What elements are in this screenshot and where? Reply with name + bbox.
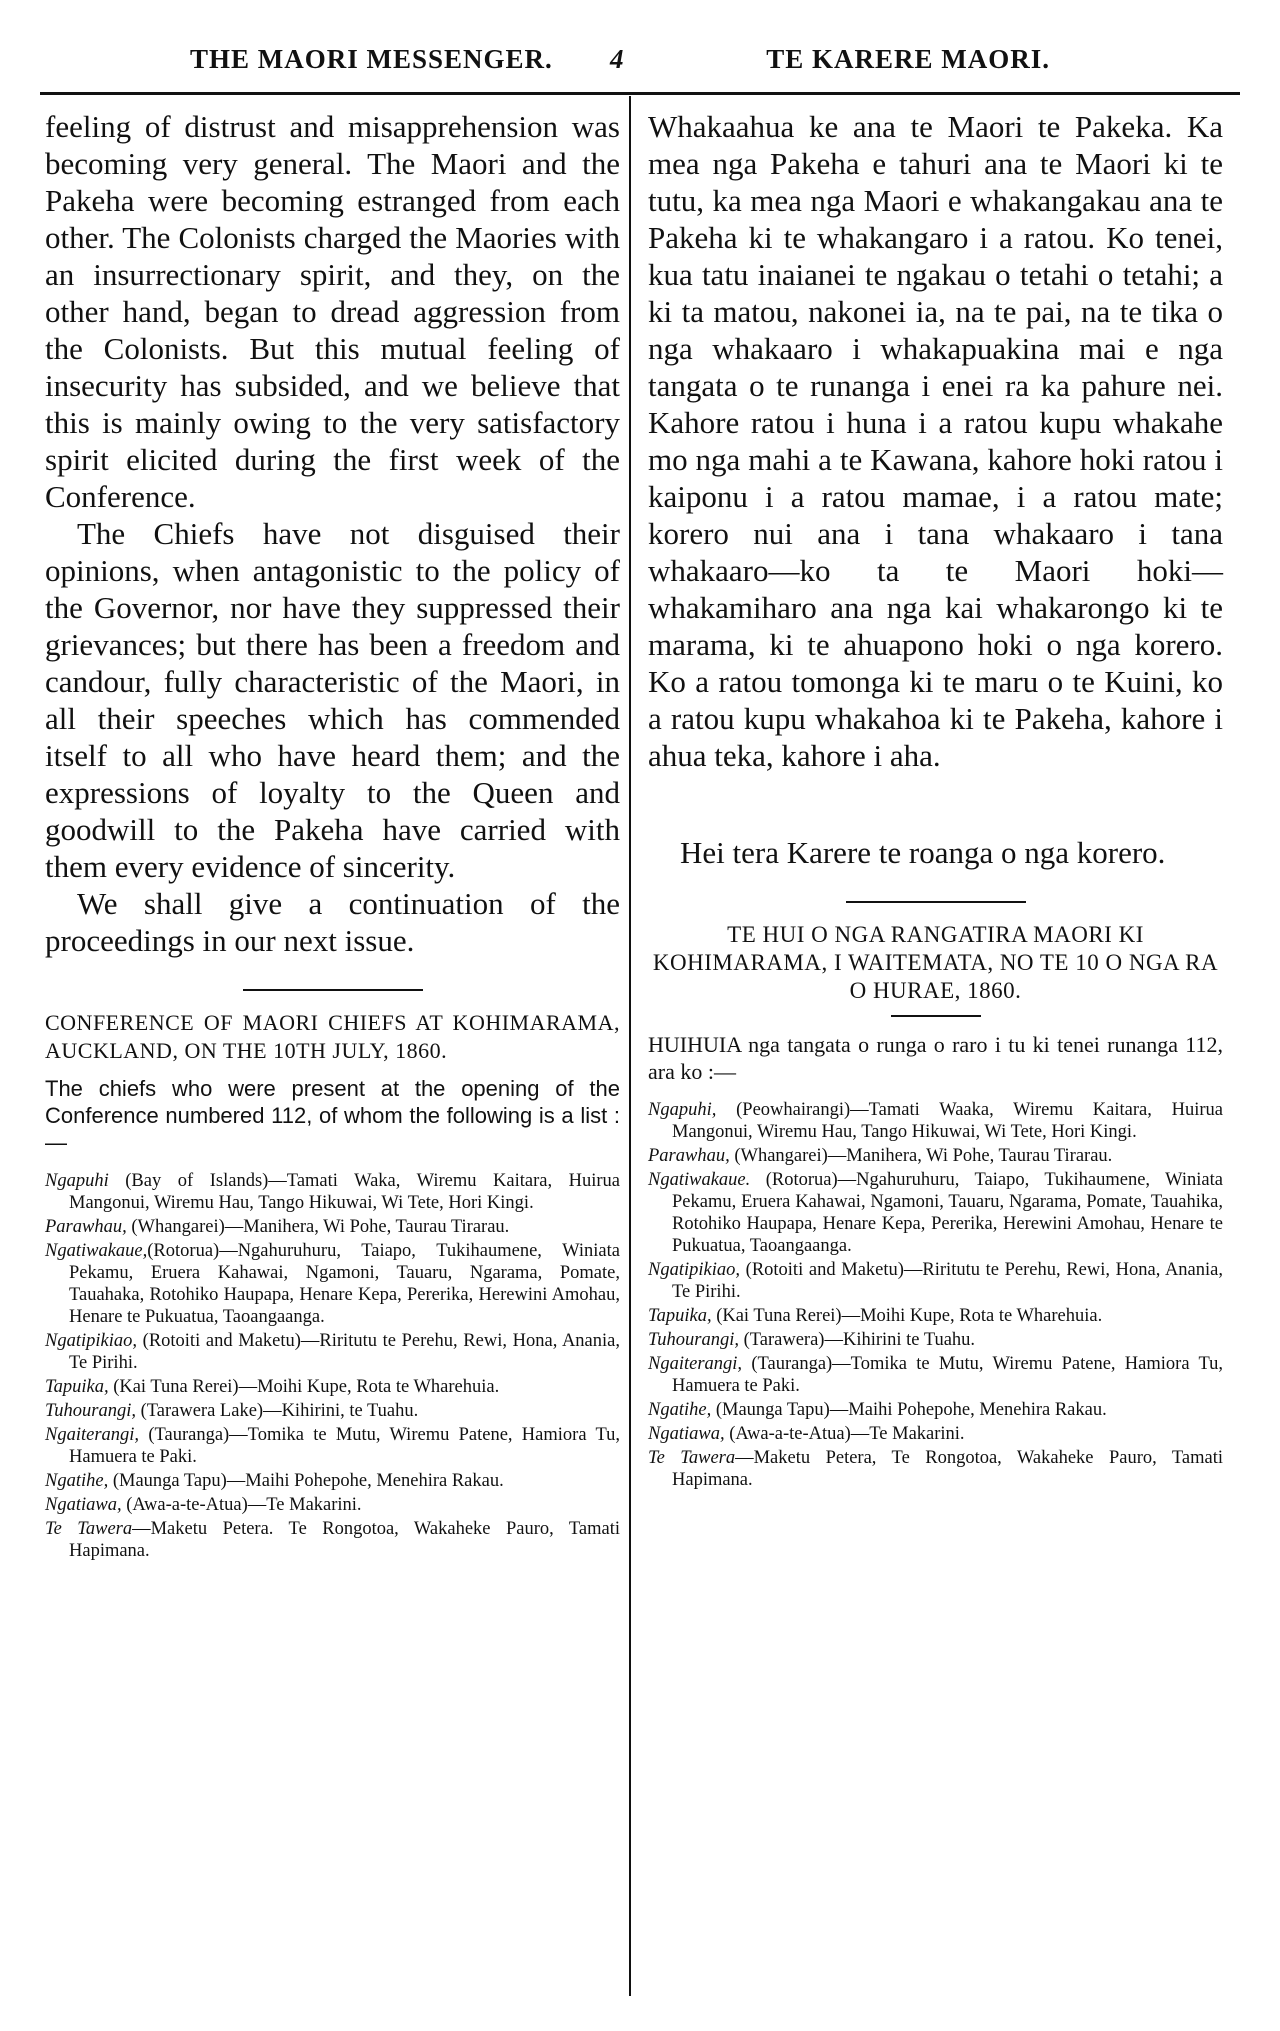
tribe-name: Ngatipikiao, bbox=[648, 1260, 740, 1280]
tribe-name: Te Tawera bbox=[648, 1448, 736, 1468]
english-masthead: THE MAORI MESSENGER. bbox=[190, 44, 553, 74]
header-rule bbox=[40, 92, 1240, 95]
chiefs-names: (Rotoiti and Maketu)—Riritutu te Perehu, Rewi, Hona, Anania, Te Pirihi. bbox=[69, 1331, 620, 1373]
tribe-name: Ngapuhi bbox=[45, 1171, 109, 1191]
chiefs-names: —Maketu Petera. Te Rongotoa, Wakaheke Pauro, Tamati Hapimana. bbox=[69, 1519, 620, 1561]
list-item bbox=[45, 1494, 620, 1516]
list-item bbox=[45, 1400, 620, 1422]
chiefs-names: (Tauranga)—Tomika te Mutu, Wiremu Patene, Hamiora Tu, Hamuera te Paki. bbox=[672, 1354, 1223, 1396]
maori-paragraph-1: Whakaahua ke ana te Maori te Pakeka. Ka mea nga Pakeha e tahuri ana te Maori ki te tutu, ka mea nga Maori e whakangakau ana te Pakeha ki te whakangaro i a ratou. Ko tenei, kua tatu inaianei te ngakau o tetahi o tetahi; a ki ta matou, nakonei ia, na te pai, na te tika o nga whakaaro i whakapuakina mai e nga tangata o te runanga i enei ra ka pahure nei. Kahore ratou i huna i a ratou kupu whakahe mo nga mahi a te Kawana, kahore hoki ratou i kaiponu i a ratou mamae, i a ratou mate; korero nui ana i tana whakaaro i tana whakaaro—ko ta te Maori hoki—whakamiharo ana nga kai whakarongo ki te marama, ki te ahuapono hoki o nga korero. Ko a ratou tomonga ki te maru o te Kuini, ko a ratou kupu whakahoa ki te Pakeha, kahore i ahua teka, kahore i aha. bbox=[648, 109, 1223, 773]
chiefs-names: (Tauranga)—Tomika te Mutu, Wiremu Patene, Hamiora Tu, Hamuera te Paki. bbox=[69, 1425, 620, 1467]
chiefs-names: (Rotorua)—Ngahuruhuru, Taiapo, Tukihaumene, Winiata Pekamu, Eruera Kahawai, Ngamoni, Tauaru, Ngarama, Pomate, Tauahika, Rotohiko Haupapa, Henare Kepa, Pererika, Herewini Amohau, Henare te Pukuatua, Taoangaanga. bbox=[672, 1170, 1223, 1256]
tribe-name: Parawhau, bbox=[648, 1146, 730, 1166]
tribe-name: Ngatihe, bbox=[45, 1471, 109, 1491]
tribe-name: Ngatiwakaue, bbox=[45, 1241, 148, 1261]
maori-conference-heading: TE HUI O NGA RANGATIRA MAORI KI KOHIMARAMA, I WAITEMATA, NO TE 10 O NGA RA O HURAE, 1860. bbox=[652, 922, 1219, 1003]
heading-rule bbox=[891, 1015, 981, 1017]
chiefs-names: (Kai Tuna Rerei)—Moihi Kupe, Rota te Wharehuia. bbox=[108, 1377, 500, 1397]
page-number: 4 bbox=[610, 44, 625, 74]
english-conference-heading: CONFERENCE OF MAORI CHIEFS AT KOHIMARAMA, AUCKLAND, ON THE 10TH JULY, 1860. bbox=[45, 1010, 620, 1063]
english-column bbox=[45, 108, 620, 1564]
tribe-name: Tuhourangi, bbox=[648, 1330, 739, 1350]
chiefs-names: (Awa-a-te-Atua)—Te Makarini. bbox=[724, 1424, 965, 1444]
list-item bbox=[45, 1330, 620, 1374]
paragraph-gap bbox=[648, 774, 1223, 834]
chiefs-names: (Tarawera)—Kihirini te Tuahu. bbox=[738, 1330, 976, 1350]
tribe-name: Ngaiterangi, bbox=[648, 1354, 743, 1374]
list-item bbox=[45, 1240, 620, 1328]
english-article bbox=[45, 108, 620, 959]
tribe-name: Ngatiawa, bbox=[648, 1424, 725, 1444]
chiefs-names: (Maunga Tapu)—Maihi Pohepohe, Menehira Rakau. bbox=[711, 1400, 1107, 1420]
maori-conference-intro: HUIHUIA nga tangata o runga o raro i tu ki tenei runanga 112, ara ko :— bbox=[648, 1032, 1223, 1084]
chiefs-names: (Tarawera Lake)—Kihirini, te Tuahu. bbox=[135, 1401, 419, 1421]
maori-chiefs-list bbox=[648, 1099, 1223, 1491]
chiefs-names: —Maketu Petera, Te Rongotoa, Wakaheke Pauro, Tamati Hapimana. bbox=[672, 1448, 1223, 1490]
maori-paragraph-2: Hei tera Karere te roanga o nga korero. bbox=[680, 835, 1166, 870]
tribe-name: Ngaiterangi, bbox=[45, 1425, 140, 1445]
list-item bbox=[648, 1423, 1223, 1445]
list-item bbox=[45, 1216, 620, 1238]
maori-masthead: TE KARERE MAORI. bbox=[766, 44, 1050, 74]
list-item bbox=[45, 1470, 620, 1492]
chiefs-names: (Whangarei)—Manihera, Wi Pohe, Taurau Tirarau. bbox=[126, 1217, 510, 1237]
tribe-name: Te Tawera bbox=[45, 1519, 133, 1539]
list-item bbox=[45, 1170, 620, 1214]
section-rule bbox=[243, 989, 423, 991]
english-conference-intro: The chiefs who were present at the opening of the Conference numbered 112, of whom the following is a list :— bbox=[45, 1076, 620, 1155]
tribe-name: Parawhau, bbox=[45, 1217, 127, 1237]
tribe-name: Ngatiwakaue. bbox=[648, 1170, 751, 1190]
chiefs-names: (Rotoiti and Maketu)—Riritutu te Perehu, Rewi, Hona, Anania, Te Pirihi. bbox=[672, 1260, 1223, 1302]
chiefs-names: (Awa-a-te-Atua)—Te Makarini. bbox=[121, 1495, 362, 1515]
chiefs-names: (Maunga Tapu)—Maihi Pohepohe, Menehira Rakau. bbox=[108, 1471, 504, 1491]
list-item bbox=[648, 1259, 1223, 1303]
column-divider bbox=[629, 96, 631, 1996]
tribe-name: Tapuika, bbox=[648, 1306, 712, 1326]
list-item bbox=[648, 1353, 1223, 1397]
list-item bbox=[648, 1169, 1223, 1257]
tribe-name: Tapuika, bbox=[45, 1377, 109, 1397]
list-item bbox=[648, 1329, 1223, 1351]
list-item bbox=[648, 1447, 1223, 1491]
list-item bbox=[45, 1518, 620, 1562]
tribe-name: Ngatihe, bbox=[648, 1400, 712, 1420]
list-item bbox=[45, 1424, 620, 1468]
list-item bbox=[45, 1376, 620, 1398]
list-item bbox=[648, 1099, 1223, 1143]
section-rule bbox=[846, 901, 1026, 903]
english-paragraph-1: feeling of distrust and misapprehension was becoming very general. The Maori and the Pakeha were becoming estranged from each other. The Colonists charged the Maories with an insurrectionary spirit, and they, on the other hand, began to dread aggression from the Colonists. But this mutual feeling of insecurity has subsided, and we believe that this is mainly owing to the very satisfactory spirit elicited during the first week of the Conference. bbox=[45, 109, 620, 514]
tribe-name: Ngatipikiao, bbox=[45, 1331, 137, 1351]
english-chiefs-list bbox=[45, 1170, 620, 1562]
page-header bbox=[40, 34, 1240, 94]
chiefs-names: (Kai Tuna Rerei)—Moihi Kupe, Rota te Wharehuia. bbox=[711, 1306, 1103, 1326]
list-item bbox=[648, 1305, 1223, 1327]
tribe-name: Ngapuhi, bbox=[648, 1100, 717, 1120]
english-paragraph-3: We shall give a continuation of the proceedings in our next issue. bbox=[45, 886, 620, 958]
chiefs-names: (Bay of Islands)—Tamati Waka, Wiremu Kaitara, Huirua Mangonui, Wiremu Hau, Tango Hikuwai, Wi Tete, Hori Kingi. bbox=[69, 1171, 620, 1213]
list-item bbox=[648, 1145, 1223, 1167]
list-item bbox=[648, 1399, 1223, 1421]
maori-article bbox=[648, 108, 1223, 871]
chiefs-names: (Peowhairangi)—Tamati Waaka, Wiremu Kaitara, Huirua Mangonui, Wiremu Hau, Tango Hikuwai, Wi Tete, Hori Kingi. bbox=[672, 1100, 1223, 1142]
chiefs-names: (Whangarei)—Manihera, Wi Pohe, Taurau Tirarau. bbox=[729, 1146, 1113, 1166]
tribe-name: Ngatiawa, bbox=[45, 1495, 122, 1515]
tribe-name: Tuhourangi, bbox=[45, 1401, 136, 1421]
english-paragraph-2: The Chiefs have not disguised their opinions, when antagonistic to the policy of the Governor, nor have they suppressed their grievances; but there has been a freedom and candour, fully characteristic of the Maori, in all their speeches which has commended itself to all who have heard them; and the expressions of loyalty to the Queen and goodwill to the Pakeha have carried with them every evidence of sincerity. bbox=[45, 516, 620, 884]
maori-column bbox=[648, 108, 1223, 1493]
chiefs-names: (Rotorua)—Ngahuruhuru, Taiapo, Tukihaumene, Winiata Pekamu, Eruera Kahawai, Ngamoni, Tauaru, Ngarama, Pomate, Tauahaka, Rotohiko Haupapa, Henare Kepa, Pererika, Herewini Amohau, Henare te Pukuatua, Taoangaanga. bbox=[69, 1241, 620, 1327]
